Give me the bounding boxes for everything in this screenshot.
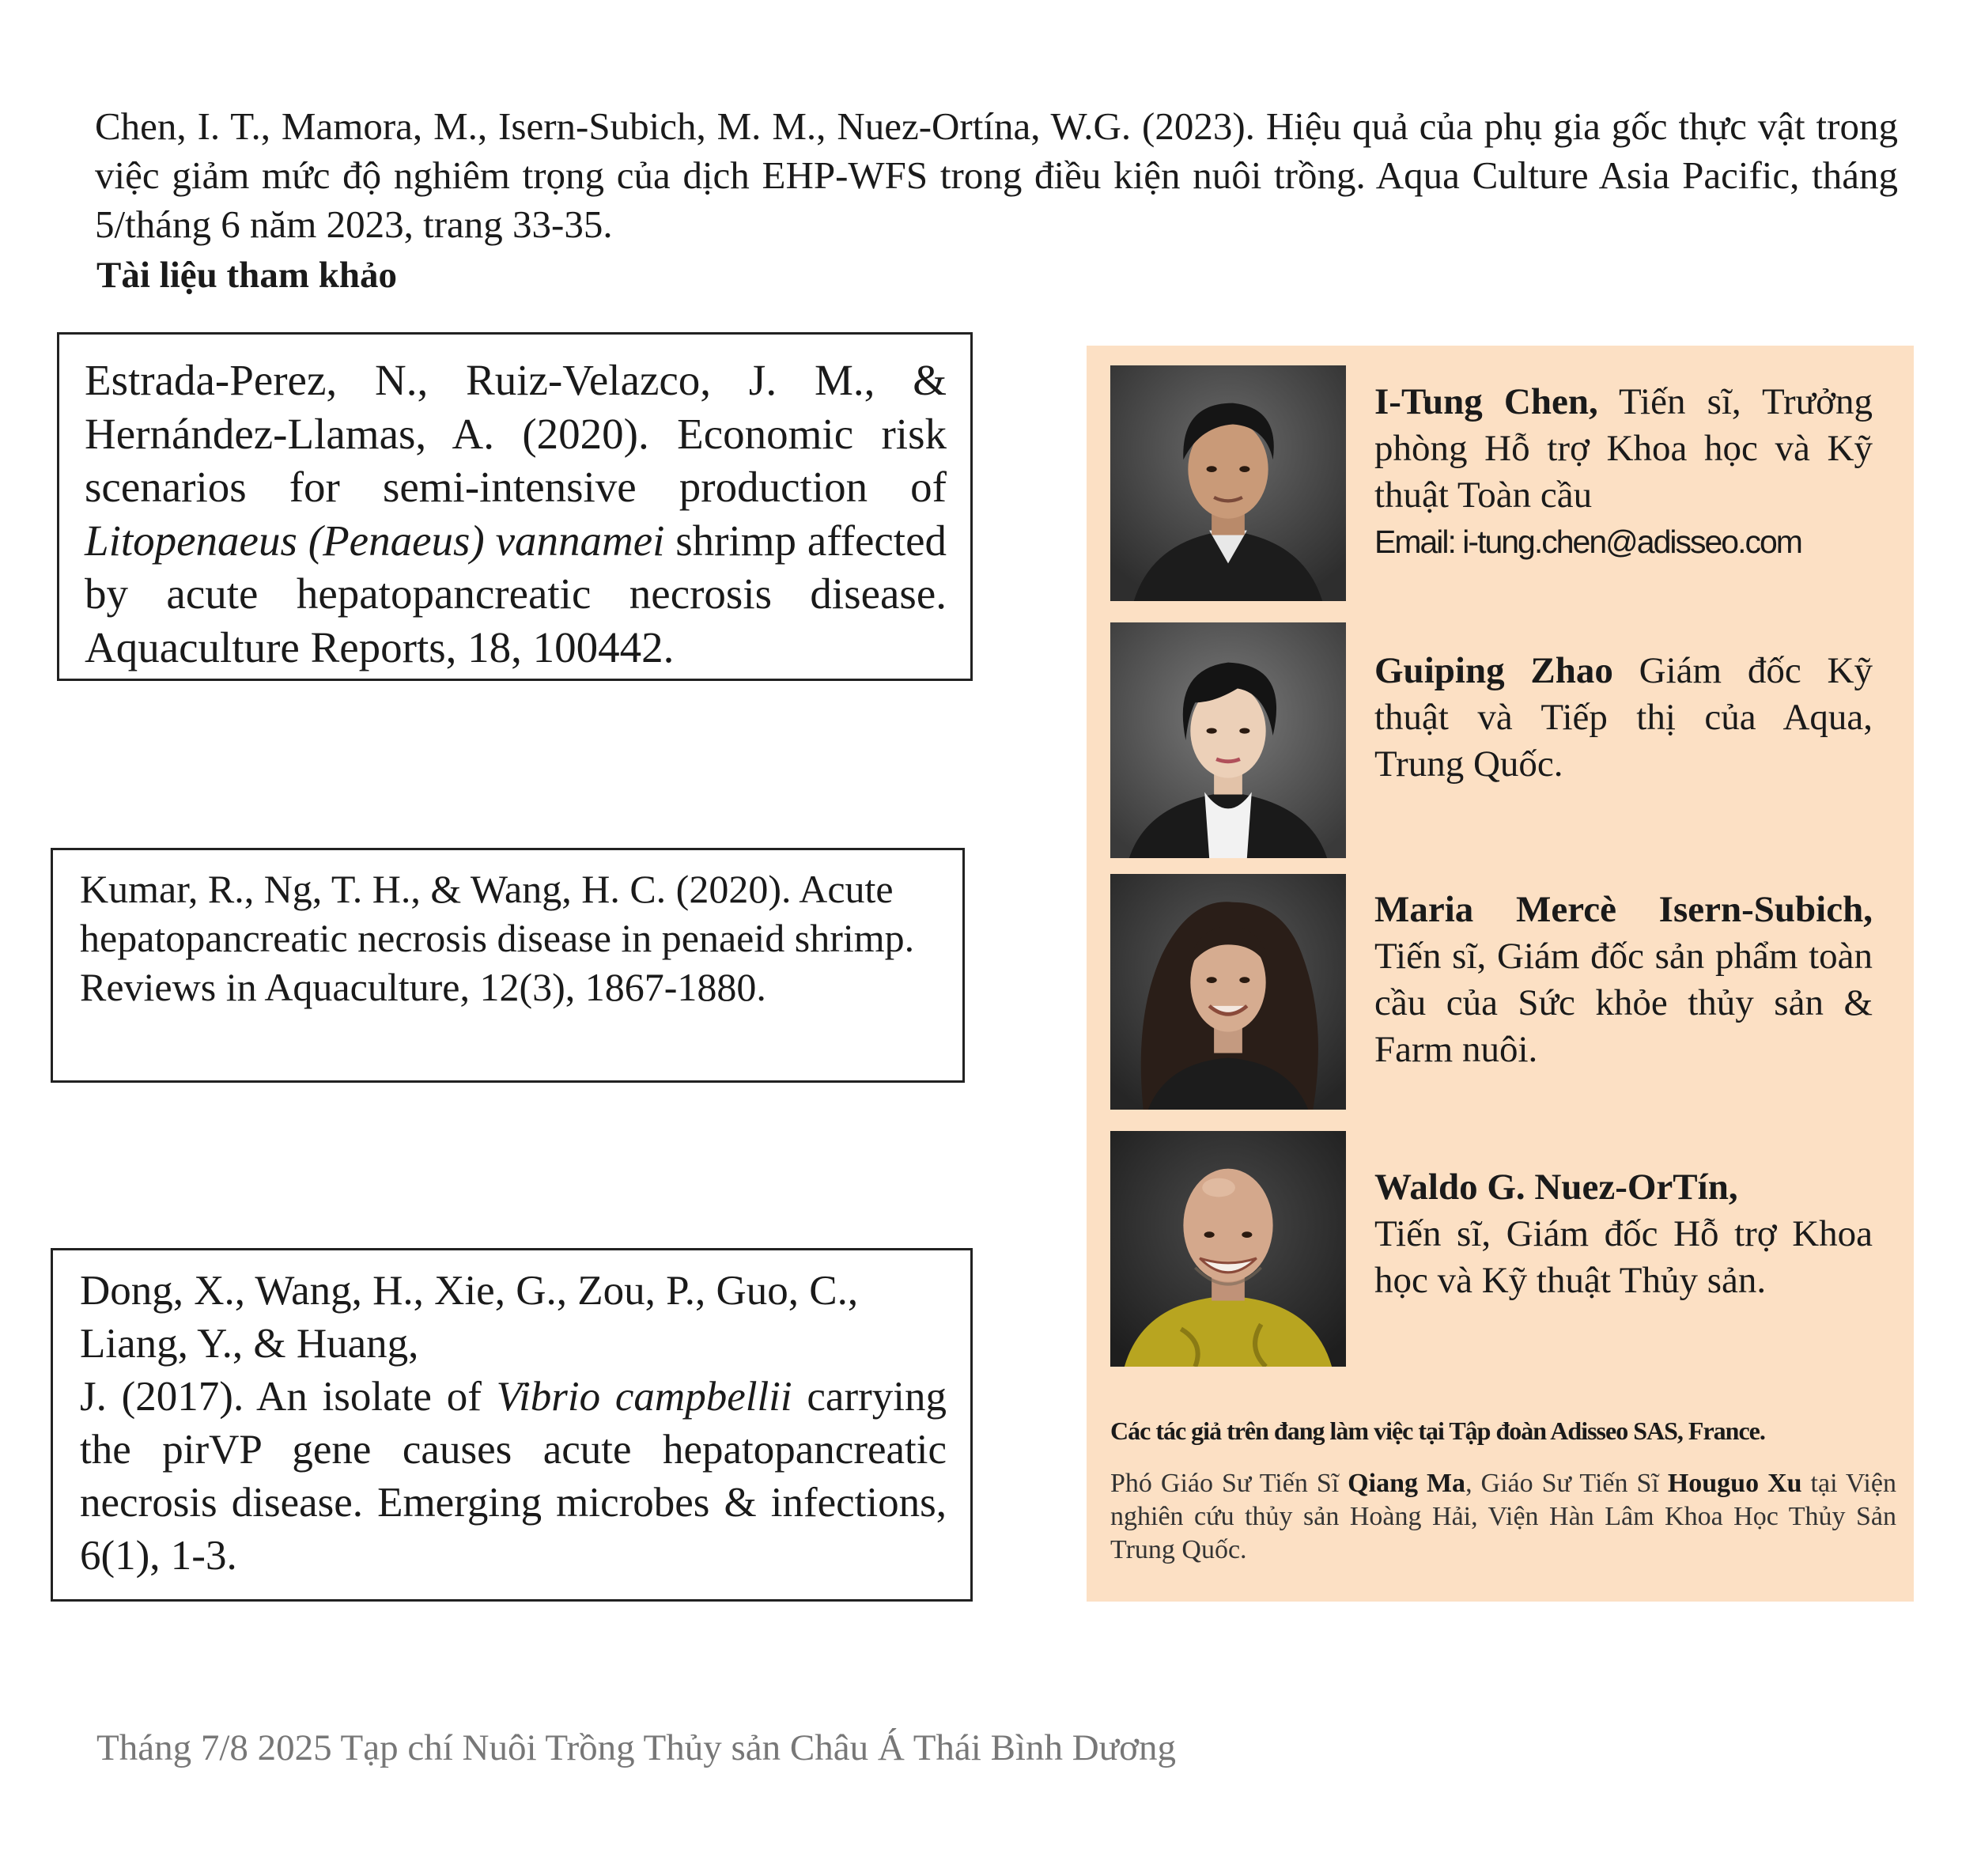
- reference-3-text-end: carrying the pirVP gene causes acute hepatopancreatic necrosis disease. Emerging microbes & infections, 6(1), 1-3.: [80, 1374, 947, 1579]
- reference-box-1: [57, 332, 973, 681]
- reference-3-species: Vibrio campbellii: [496, 1374, 792, 1420]
- affiliation-note: Các tác giả trên đang làm việc tại Tập đoàn Adisseo SAS, France.: [1110, 1416, 1765, 1445]
- reference-1-species: Litopenaeus (Penaeus) vannamei: [85, 516, 665, 565]
- author-photo-1: [1110, 365, 1346, 601]
- portrait-man-icon: [1110, 365, 1346, 601]
- reference-3-authors: Dong, X., Wang, H., Xie, G., Zou, P., Guo, C., Liang, Y., & Huang,: [80, 1268, 859, 1367]
- citation-paragraph: Chen, I. T., Mamora, M., Isern-Subich, M. M., Nuez-Ortína, W.G. (2023). Hiệu quả của phụ gia gốc thực vật trong việc giảm mức độ nghiêm trọng của dịch EHP-WFS trong điều kiện nuôi trồng. Aqua Culture Asia Pacific, tháng 5/tháng 6 năm 2023, trang 33-35.: [95, 104, 1898, 246]
- author-title-2: Giám đốc Kỹ thuật và Tiếp thị của Aqua, Trung Quốc.: [1374, 650, 1873, 785]
- page-footer: Tháng 7/8 2025 Tạp chí Nuôi Trồng Thủy sản Châu Á Thái Bình Dương: [96, 1727, 1176, 1768]
- author-bio-1: [1374, 379, 1873, 565]
- author-title-1: Tiến sĩ, Trưởng phòng Hỗ trợ Khoa học và Kỹ thuật Toàn cầu: [1374, 381, 1873, 516]
- author-bio-3: [1374, 887, 1873, 1073]
- collaborator-name-1: Qiang Ma: [1348, 1469, 1466, 1498]
- reference-box-2: [51, 848, 965, 1083]
- author-name-3: Maria Mercè Isern-Subich,: [1374, 889, 1873, 930]
- author-email-1: Email: i-tung.chen@adisseo.com: [1374, 524, 1801, 560]
- author-name-1: I-Tung Chen,: [1374, 381, 1598, 422]
- portrait-woman-icon: [1110, 622, 1346, 858]
- reference-1-text: Estrada-Perez, N., Ruiz-Velazco, J. M., & Hernández-Llamas, A. (2020). Economic risk scenarios for semi-intensive production of: [85, 356, 947, 511]
- collaborators-text-1: Phó Giáo Sư Tiến Sĩ: [1110, 1469, 1348, 1498]
- author-name-4: Waldo G. Nuez-OrTín,: [1374, 1167, 1738, 1208]
- reference-1-text-end: shrimp affected by acute hepatopancreatic necrosis disease. Aquaculture Reports, 18, 100442.: [85, 516, 947, 671]
- portrait-bald-man-icon: [1110, 1131, 1346, 1367]
- author-bio-2: [1374, 648, 1873, 788]
- author-photo-2: [1110, 622, 1346, 858]
- portrait-woman-curly-icon: [1110, 874, 1346, 1110]
- references-heading: Tài liệu tham khảo: [96, 255, 397, 296]
- author-panel: [1087, 346, 1914, 1602]
- author-name-2: Guiping Zhao: [1374, 650, 1613, 691]
- reference-box-3: [51, 1248, 973, 1602]
- author-photo-3: [1110, 874, 1346, 1110]
- author-title-3: Tiến sĩ, Giám đốc sản phẩm toàn cầu của Sức khỏe thủy sản & Farm nuôi.: [1374, 936, 1873, 1070]
- reference-3-body: [80, 1371, 947, 1583]
- collaborator-name-2: Houguo Xu: [1667, 1469, 1802, 1498]
- reference-3-text: J. (2017). An isolate of: [80, 1374, 497, 1420]
- collaborators-text-2: , Giáo Sư Tiến Sĩ: [1465, 1469, 1668, 1498]
- collaborators-text-3: tại Viện nghiên cứu thủy sản Hoàng Hải, Viện Hàn Lâm Khoa Học Thủy Sản Trung Quốc.: [1110, 1469, 1896, 1564]
- collaborators-note: [1110, 1467, 1896, 1567]
- author-bio-4: [1374, 1164, 1873, 1304]
- author-title-4: Tiến sĩ, Giám đốc Hỗ trợ Khoa học và Kỹ thuật Thủy sản.: [1374, 1213, 1873, 1301]
- reference-2-text: Kumar, R., Ng, T. H., & Wang, H. C. (2020). Acute hepatopancreatic necrosis disease in penaeid shrimp. Reviews in Aquaculture, 12(3), 1867-1880.: [80, 867, 915, 1009]
- author-photo-4: [1110, 1131, 1346, 1367]
